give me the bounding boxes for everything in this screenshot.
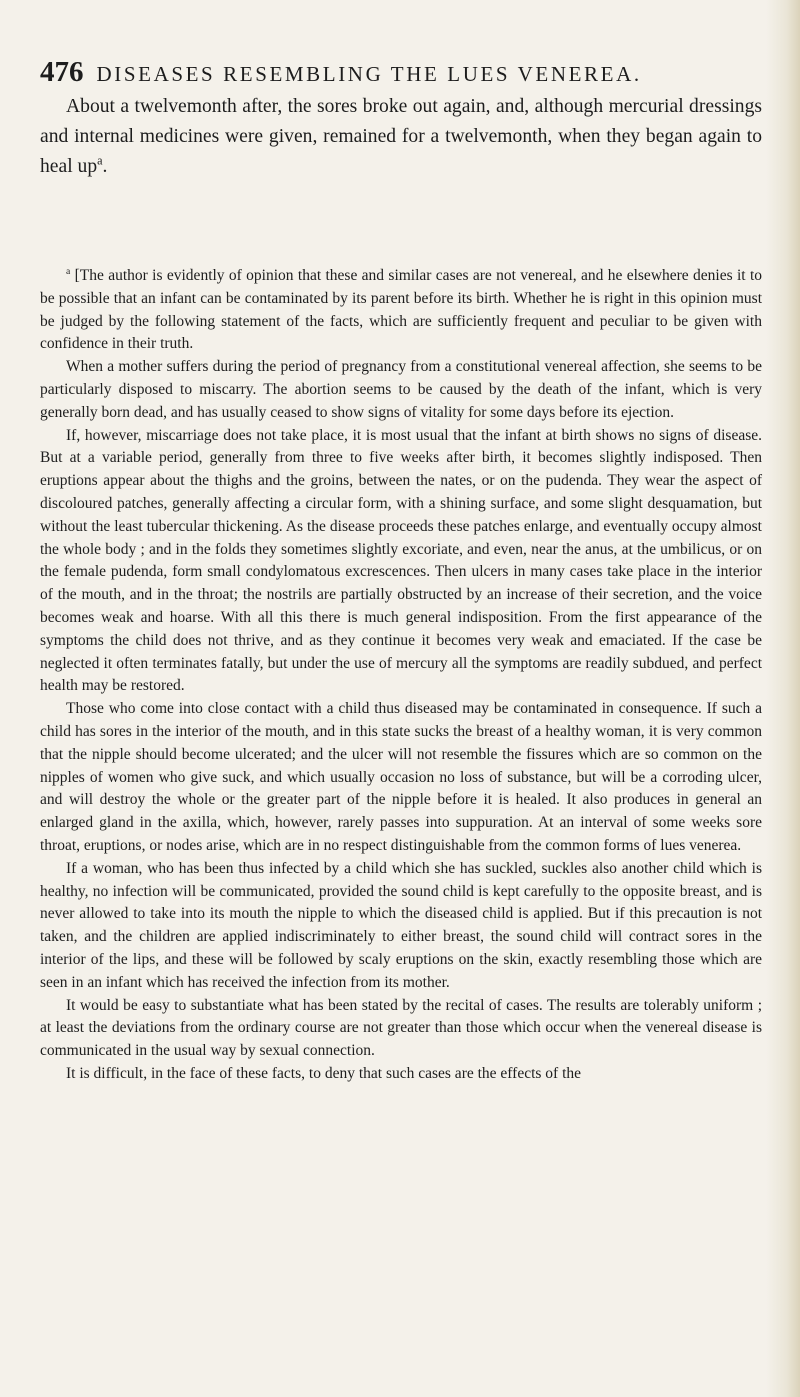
main-paragraph-end: . [102, 156, 108, 177]
footnote [40, 265, 762, 1086]
footnote-paragraph-3: If, however, miscarriage does not take place, it is most usual that the infant at birth shows no signs of disease. But at a variable period, generally from three to five weeks after birth, it becomes slightly indisposed. Then eruptions appear about the thighs and the groins, between the nates, or on the pudenda. They wear the aspect of discoloured patches, generally affecting a circular form, with a shining surface, and some slight desquamation, but without the least tubercular thickening. As the disease proceeds these patches enlarge, and eventually occupy almost the whole body ; and in the folds they sometimes slightly excoriate, and even, near the anus, at the umbilicus, or on the female pudenda, form small condylomatous excrescences. Then ulcers in many cases take place in the interior of the mouth, and in the throat; the nostrils are partially obstructed by an increase of their secretion, and the voice becomes weak and hoarse. With all this there is much general indisposition. From the first appearance of the symptoms the child does not thrive, and as they continue it becomes very weak and emaciated. If the case be neglected it often terminates fatally, but under the use of mercury all the symptoms are readily subdued, and perfect health may be restored. [40, 426, 762, 695]
footnote-marker: a [66, 265, 71, 277]
main-paragraph-text: About a twelvemonth after, the sores broke out again, and, although mercurial dressings and internal medicines were given, remained for a twelvemonth, when they began again to heal up [40, 96, 762, 177]
running-head-title: DISEASES RESEMBLING THE LUES VENEREA. [96, 62, 642, 86]
footnote-paragraph-2: When a mother suffers during the period of pregnancy from a constitutional venereal affection, she seems to be particularly disposed to miscarry. The abortion seems to be caused by the death of the infant, which is very generally born dead, and has usually ceased to show signs of vitality for some days before its ejection. [40, 358, 762, 421]
footnote-reference: a [97, 153, 103, 168]
footnote-paragraph-1-text: [The author is evidently of opinion that these and similar cases are not venereal, and he elsewhere denies it to be possible that an infant can be contaminated by its parent before its birth. Whether he is right in this opinion must be judged by the following statement of the facts, which are sufficiently frequent and peculiar to be given with confidence in their truth. [40, 267, 763, 353]
main-paragraph [40, 92, 762, 182]
page-number: 476 [40, 56, 84, 88]
main-text [40, 92, 762, 182]
footnote-paragraph-4: Those who come into close contact with a child thus diseased may be contaminated in consequence. If such a child has sores in the interior of the mouth, and in this state sucks the breast of a healthy woman, it is very common that the nipple should become ulcerated; and the ulcer will not resemble the fissures which are so common on the nipples of women who give suck, and which usually occasion no loss of substance, but will be a corroding ulcer, and will destroy the whole or the greater part of the nipple before it is healed. It also produces in general an enlarged gland in the axilla, which, however, rarely passes into suppuration. At an interval of some weeks sore throat, eruptions, or nodes arise, which are in no respect distinguishable from the common forms of lues venerea. [40, 700, 762, 854]
footnote-paragraph-7: It is difficult, in the face of these facts, to deny that such cases are the effects of the [66, 1064, 582, 1082]
page-edge-shadow [766, 0, 800, 1397]
footnote-paragraph-6: It would be easy to substantiate what has been stated by the recital of cases. The results are tolerably uniform ; at least the deviations from the ordinary course are not greater than those which occur when the venereal disease is communicated in the usual way by sexual connection. [40, 996, 762, 1060]
footnote-paragraph-1 [40, 265, 762, 356]
running-header [40, 56, 760, 96]
footnote-paragraph-5: If a woman, who has been thus infected by a child which she has suckled, suckles also another child which is healthy, no infection will be communicated, provided the sound child is kept carefully to the opposite breast, and is never allowed to take into its mouth the nipple to which the diseased child is applied. But if this precaution is not taken, and the children are applied indiscriminately to either breast, the sound child will contract sores in the interior of the lips, and these will be followed by scaly eruptions on the skin, exactly resembling those which are seen in an infant which has received the infection from its mother. [40, 859, 762, 991]
